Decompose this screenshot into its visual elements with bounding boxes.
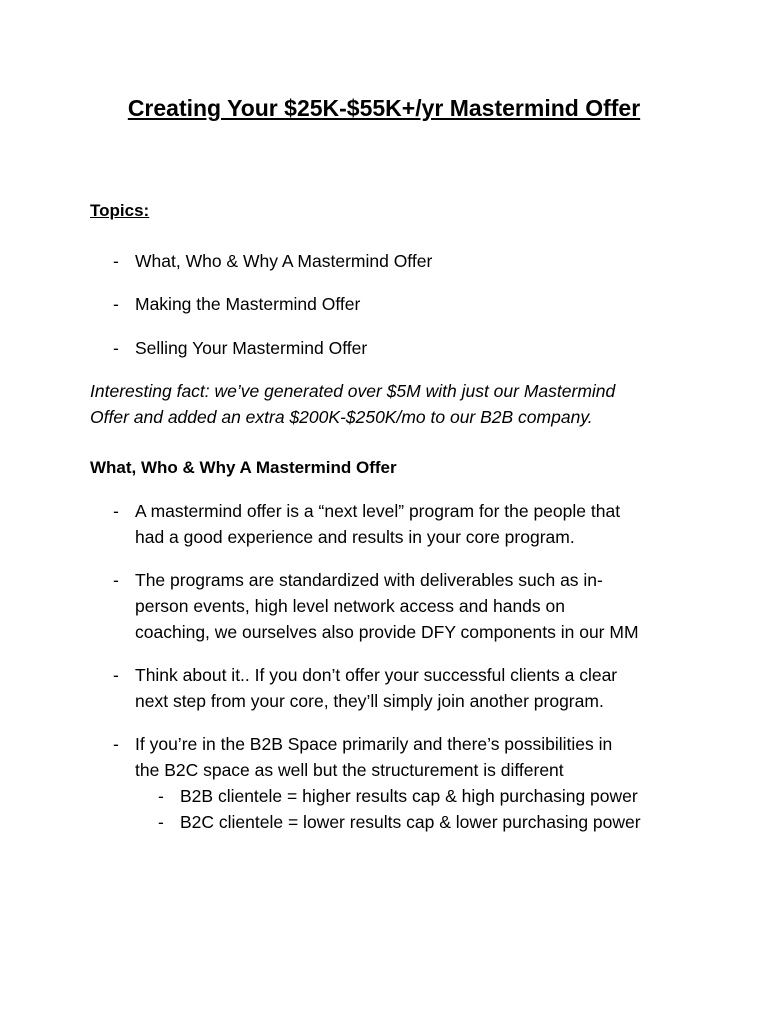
point-text bbox=[135, 662, 617, 714]
point-line: the B2C space as well but the structurement is different bbox=[135, 760, 564, 780]
bullet-dash: - bbox=[113, 570, 119, 590]
point-line: The programs are standardized with deliverables such as in- bbox=[135, 570, 603, 590]
topic-item bbox=[113, 291, 713, 317]
point-line: A mastermind offer is a “next level” program for the people that bbox=[135, 501, 621, 521]
bullet-dash: - bbox=[113, 501, 119, 521]
section-heading: What, Who & Why A Mastermind Offer bbox=[90, 458, 397, 477]
point-text bbox=[135, 567, 639, 645]
topic-item bbox=[113, 335, 713, 361]
topic-text: Making the Mastermind Offer bbox=[135, 294, 361, 314]
bullet-dash: - bbox=[113, 294, 119, 314]
point-text bbox=[135, 731, 612, 783]
fact-line: Offer and added an extra $200K-$250K/mo to our B2B company. bbox=[90, 407, 593, 427]
bullet-dash: - bbox=[113, 251, 119, 271]
fact-line: Interesting fact: we’ve generated over $5M with just our Mastermind bbox=[90, 381, 616, 401]
bullet-dash: - bbox=[113, 734, 119, 754]
bullet-dash: - bbox=[158, 812, 164, 832]
point-line: Think about it.. If you don’t offer your successful clients a clear bbox=[135, 665, 618, 685]
sub-point-item bbox=[158, 783, 718, 809]
point-line: person events, high level network access and hands on bbox=[135, 596, 565, 616]
topic-text: Selling Your Mastermind Offer bbox=[135, 338, 368, 358]
point-item bbox=[113, 498, 713, 550]
topics-heading: Topics: bbox=[90, 201, 150, 220]
point-line: next step from your core, they’ll simply join another program. bbox=[135, 691, 604, 711]
point-item bbox=[113, 662, 713, 714]
sub-point-item bbox=[158, 809, 718, 835]
interesting-fact bbox=[90, 378, 710, 430]
sub-point-text: B2C clientele = lower results cap & lower purchasing power bbox=[180, 812, 641, 832]
point-item bbox=[113, 731, 713, 783]
topic-item bbox=[113, 248, 713, 274]
bullet-dash: - bbox=[158, 786, 164, 806]
sub-point-text: B2B clientele = higher results cap & high purchasing power bbox=[180, 786, 638, 806]
bullet-dash: - bbox=[113, 665, 119, 685]
document-title: Creating Your $25K-$55K+/yr Mastermind Offer bbox=[127, 95, 641, 121]
bullet-dash: - bbox=[113, 338, 119, 358]
point-item bbox=[113, 567, 713, 645]
point-text bbox=[135, 498, 620, 550]
point-line: If you’re in the B2B Space primarily and there’s possibilities in bbox=[135, 734, 613, 754]
point-line: had a good experience and results in your core program. bbox=[135, 527, 575, 547]
point-line: coaching, we ourselves also provide DFY components in our MM bbox=[135, 622, 639, 642]
topic-text: What, Who & Why A Mastermind Offer bbox=[135, 251, 433, 271]
